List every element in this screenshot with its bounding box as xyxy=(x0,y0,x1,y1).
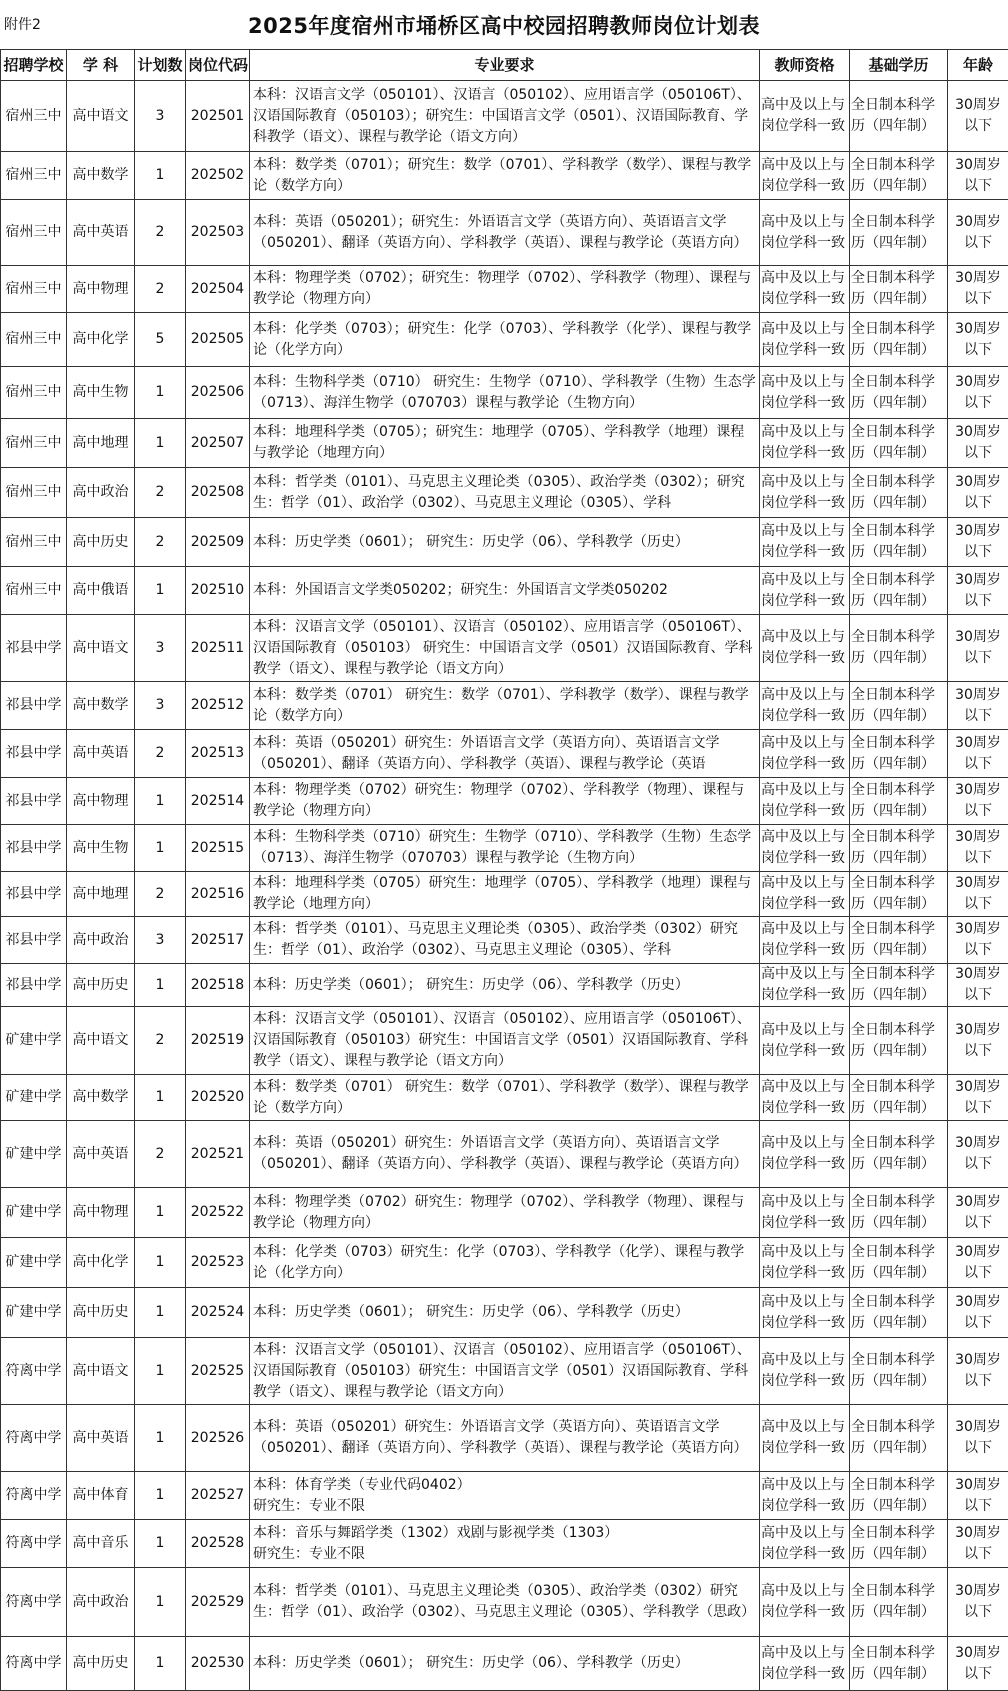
table-row xyxy=(1,1288,1008,1338)
plan-count-cell: 5 xyxy=(135,313,186,367)
position-code-cell: 202520 xyxy=(186,1075,250,1121)
major-requirement-cell: 本科：地理科学类（0705）研究生：地理学（0705）、学科教学（地理）课程与教学论（地理方向） xyxy=(250,872,760,917)
col-header-code: 岗位代码 xyxy=(186,50,250,81)
age-cell: 30周岁以下 xyxy=(948,1188,1008,1238)
plan-count-cell: 1 xyxy=(135,567,186,615)
plan-count-cell: 2 xyxy=(135,200,186,266)
page-header xyxy=(0,0,1008,46)
age-cell: 30周岁以下 xyxy=(948,825,1008,872)
subject-cell: 高中生物 xyxy=(67,367,135,419)
subject-cell: 高中语文 xyxy=(67,1007,135,1075)
subject-cell: 高中化学 xyxy=(67,1238,135,1288)
table-row xyxy=(1,1405,1008,1472)
table-row xyxy=(1,1238,1008,1288)
age-cell: 30周岁以下 xyxy=(948,615,1008,682)
school-cell: 矿建中学 xyxy=(1,1007,67,1075)
school-cell: 宿州三中 xyxy=(1,367,67,419)
education-cell: 全日制本科学历（四年制） xyxy=(850,1075,948,1121)
position-code-cell: 202517 xyxy=(186,917,250,964)
education-cell: 全日制本科学历（四年制） xyxy=(850,1405,948,1472)
major-requirement-cell: 本科：地理科学类（0705）；研究生：地理学（0705）、学科教学（地理）课程与教学论（地理方向） xyxy=(250,419,760,468)
subject-cell: 高中物理 xyxy=(67,1188,135,1238)
education-cell: 全日制本科学历（四年制） xyxy=(850,964,948,1007)
plan-count-cell: 1 xyxy=(135,1338,186,1405)
education-cell: 全日制本科学历（四年制） xyxy=(850,1568,948,1637)
major-requirement-cell: 本科：数学类（0701） 研究生：数学（0701）、学科教学（数学）、课程与教学论（数学方向） xyxy=(250,1075,760,1121)
plan-count-cell: 2 xyxy=(135,872,186,917)
education-cell: 全日制本科学历（四年制） xyxy=(850,200,948,266)
position-code-cell: 202521 xyxy=(186,1121,250,1188)
major-requirement-cell: 本科：哲学类（0101）、马克思主义理论类（0305）、政治学类（0302）研究生：哲学（01）、政治学（0302）、马克思主义理论（0305）、学科教学（思政） xyxy=(250,1568,760,1637)
age-cell: 30周岁以下 xyxy=(948,682,1008,730)
subject-cell: 高中英语 xyxy=(67,200,135,266)
age-cell: 30周岁以下 xyxy=(948,152,1008,200)
position-code-cell: 202501 xyxy=(186,81,250,152)
education-cell: 全日制本科学历（四年制） xyxy=(850,1637,948,1691)
subject-cell: 高中政治 xyxy=(67,917,135,964)
teacher-qualification-cell: 高中及以上与岗位学科一致 xyxy=(760,1288,850,1338)
major-requirement-cell: 本科：化学类（0703）研究生：化学（0703）、学科教学（化学）、课程与教学论（化学方向） xyxy=(250,1238,760,1288)
major-requirement-cell: 本科：音乐与舞蹈学类（1302）戏剧与影视学类（1303） 研究生：专业不限 xyxy=(250,1520,760,1568)
major-requirement-cell: 本科：历史学类（0601）； 研究生：历史学（06）、学科教学（历史） xyxy=(250,1637,760,1691)
position-code-cell: 202518 xyxy=(186,964,250,1007)
major-requirement-cell: 本科：生物科学类（0710）研究生：生物学（0710）、学科教学（生物）生态学（0713）、海洋生物学（070703）课程与教学论（生物方向） xyxy=(250,825,760,872)
plan-count-cell: 1 xyxy=(135,825,186,872)
major-requirement-cell: 本科：英语（050201）研究生：外语语言文学（英语方向）、英语语言文学（050201）、翻译（英语方向）、学科教学（英语）、课程与教学论（英语 xyxy=(250,730,760,778)
teacher-qualification-cell: 高中及以上与岗位学科一致 xyxy=(760,266,850,313)
subject-cell: 高中英语 xyxy=(67,730,135,778)
school-cell: 符离中学 xyxy=(1,1472,67,1520)
school-cell: 祁县中学 xyxy=(1,917,67,964)
school-cell: 矿建中学 xyxy=(1,1121,67,1188)
teacher-qualification-cell: 高中及以上与岗位学科一致 xyxy=(760,200,850,266)
age-cell: 30周岁以下 xyxy=(948,964,1008,1007)
table-row xyxy=(1,567,1008,615)
col-header-school: 招聘学校 xyxy=(1,50,67,81)
plan-count-cell: 3 xyxy=(135,682,186,730)
major-requirement-cell: 本科：英语（050201）研究生：外语语言文学（英语方向）、英语语言文学（050201）、翻译（英语方向）、学科教学（英语）、课程与教学论（英语方向） xyxy=(250,1405,760,1472)
subject-cell: 高中地理 xyxy=(67,872,135,917)
position-code-cell: 202516 xyxy=(186,872,250,917)
education-cell: 全日制本科学历（四年制） xyxy=(850,825,948,872)
school-cell: 祁县中学 xyxy=(1,730,67,778)
subject-cell: 高中物理 xyxy=(67,266,135,313)
subject-cell: 高中历史 xyxy=(67,518,135,567)
school-cell: 符离中学 xyxy=(1,1637,67,1691)
age-cell: 30周岁以下 xyxy=(948,81,1008,152)
education-cell: 全日制本科学历（四年制） xyxy=(850,152,948,200)
plan-count-cell: 2 xyxy=(135,730,186,778)
position-code-cell: 202523 xyxy=(186,1238,250,1288)
major-requirement-cell: 本科：哲学类（0101）、马克思主义理论类（0305）、政治学类（0302）研究生：哲学（01）、政治学（0302）、马克思主义理论（0305）、学科 xyxy=(250,917,760,964)
subject-cell: 高中生物 xyxy=(67,825,135,872)
table-row xyxy=(1,682,1008,730)
plan-count-cell: 1 xyxy=(135,152,186,200)
education-cell: 全日制本科学历（四年制） xyxy=(850,367,948,419)
position-code-cell: 202503 xyxy=(186,200,250,266)
subject-cell: 高中数学 xyxy=(67,152,135,200)
teacher-qualification-cell: 高中及以上与岗位学科一致 xyxy=(760,917,850,964)
subject-cell: 高中物理 xyxy=(67,778,135,825)
education-cell: 全日制本科学历（四年制） xyxy=(850,518,948,567)
teacher-qualification-cell: 高中及以上与岗位学科一致 xyxy=(760,1007,850,1075)
school-cell: 矿建中学 xyxy=(1,1188,67,1238)
school-cell: 符离中学 xyxy=(1,1405,67,1472)
age-cell: 30周岁以下 xyxy=(948,518,1008,567)
school-cell: 符离中学 xyxy=(1,1338,67,1405)
age-cell: 30周岁以下 xyxy=(948,468,1008,518)
school-cell: 宿州三中 xyxy=(1,200,67,266)
age-cell: 30周岁以下 xyxy=(948,200,1008,266)
education-cell: 全日制本科学历（四年制） xyxy=(850,567,948,615)
table-row xyxy=(1,615,1008,682)
plan-count-cell: 3 xyxy=(135,615,186,682)
school-cell: 祁县中学 xyxy=(1,825,67,872)
education-cell: 全日制本科学历（四年制） xyxy=(850,266,948,313)
major-requirement-cell: 本科：历史学类（0601）； 研究生：历史学（06）、学科教学（历史） xyxy=(250,1288,760,1338)
major-requirement-cell: 本科：体育学类（专业代码0402） 研究生：专业不限 xyxy=(250,1472,760,1520)
plan-count-cell: 1 xyxy=(135,1405,186,1472)
teacher-qualification-cell: 高中及以上与岗位学科一致 xyxy=(760,1075,850,1121)
table-row xyxy=(1,1007,1008,1075)
table-row xyxy=(1,1338,1008,1405)
col-header-education: 基础学历 xyxy=(850,50,948,81)
teacher-qualification-cell: 高中及以上与岗位学科一致 xyxy=(760,468,850,518)
plan-count-cell: 1 xyxy=(135,1520,186,1568)
education-cell: 全日制本科学历（四年制） xyxy=(850,872,948,917)
age-cell: 30周岁以下 xyxy=(948,266,1008,313)
table-row xyxy=(1,1637,1008,1691)
recruitment-plan-table xyxy=(0,49,1008,1691)
table-row xyxy=(1,1121,1008,1188)
age-cell: 30周岁以下 xyxy=(948,872,1008,917)
teacher-qualification-cell: 高中及以上与岗位学科一致 xyxy=(760,1405,850,1472)
teacher-qualification-cell: 高中及以上与岗位学科一致 xyxy=(760,825,850,872)
subject-cell: 高中数学 xyxy=(67,1075,135,1121)
education-cell: 全日制本科学历（四年制） xyxy=(850,313,948,367)
major-requirement-cell: 本科：历史学类（0601）； 研究生：历史学（06）、学科教学（历史） xyxy=(250,518,760,567)
table-row xyxy=(1,367,1008,419)
education-cell: 全日制本科学历（四年制） xyxy=(850,1288,948,1338)
subject-cell: 高中历史 xyxy=(67,1288,135,1338)
table-row xyxy=(1,825,1008,872)
major-requirement-cell: 本科：汉语言文学（050101）、汉语言（050102）、应用语言学（050106T）、汉语国际教育（050103）研究生：中国语言文学（0501）汉语国际教育、学科教学（语文）、课程与教学论（语文方向） xyxy=(250,1338,760,1405)
major-requirement-cell: 本科：汉语言文学（050101）、汉语言（050102）、应用语言学（050106T）、汉语国际教育（050103）研究生：中国语言文学（0501）汉语国际教育、学科教学（语文）、课程与教学论（语文方向） xyxy=(250,1007,760,1075)
table-row xyxy=(1,200,1008,266)
major-requirement-cell: 本科：数学类（0701） 研究生：数学（0701）、学科教学（数学）、课程与教学论（数学方向） xyxy=(250,682,760,730)
major-requirement-cell: 本科：外国语言文学类050202；研究生：外国语言文学类050202 xyxy=(250,567,760,615)
school-cell: 矿建中学 xyxy=(1,1238,67,1288)
table-row xyxy=(1,419,1008,468)
subject-cell: 高中俄语 xyxy=(67,567,135,615)
school-cell: 祁县中学 xyxy=(1,872,67,917)
position-code-cell: 202527 xyxy=(186,1472,250,1520)
teacher-qualification-cell: 高中及以上与岗位学科一致 xyxy=(760,1238,850,1288)
position-code-cell: 202529 xyxy=(186,1568,250,1637)
table-row xyxy=(1,266,1008,313)
position-code-cell: 202512 xyxy=(186,682,250,730)
age-cell: 30周岁以下 xyxy=(948,1238,1008,1288)
position-code-cell: 202526 xyxy=(186,1405,250,1472)
plan-count-cell: 2 xyxy=(135,518,186,567)
table-row xyxy=(1,518,1008,567)
age-cell: 30周岁以下 xyxy=(948,730,1008,778)
major-requirement-cell: 本科：英语（050201）研究生：外语语言文学（英语方向）、英语语言文学（050201）、翻译（英语方向）、学科教学（英语）、课程与教学论（英语方向） xyxy=(250,1121,760,1188)
teacher-qualification-cell: 高中及以上与岗位学科一致 xyxy=(760,1637,850,1691)
table-row xyxy=(1,1520,1008,1568)
age-cell: 30周岁以下 xyxy=(948,778,1008,825)
school-cell: 宿州三中 xyxy=(1,313,67,367)
plan-count-cell: 3 xyxy=(135,917,186,964)
teacher-qualification-cell: 高中及以上与岗位学科一致 xyxy=(760,964,850,1007)
age-cell: 30周岁以下 xyxy=(948,1568,1008,1637)
subject-cell: 高中化学 xyxy=(67,313,135,367)
education-cell: 全日制本科学历（四年制） xyxy=(850,81,948,152)
plan-count-cell: 1 xyxy=(135,1075,186,1121)
table-row xyxy=(1,1188,1008,1238)
plan-count-cell: 1 xyxy=(135,1568,186,1637)
major-requirement-cell: 本科：数学类（0701）；研究生：数学（0701）、学科教学（数学）、课程与教学论（数学方向） xyxy=(250,152,760,200)
position-code-cell: 202514 xyxy=(186,778,250,825)
subject-cell: 高中地理 xyxy=(67,419,135,468)
teacher-qualification-cell: 高中及以上与岗位学科一致 xyxy=(760,1472,850,1520)
major-requirement-cell: 本科：化学类（0703）；研究生：化学（0703）、学科教学（化学）、课程与教学论（化学方向） xyxy=(250,313,760,367)
school-cell: 祁县中学 xyxy=(1,778,67,825)
subject-cell: 高中政治 xyxy=(67,1568,135,1637)
table-row xyxy=(1,917,1008,964)
table-header-row xyxy=(1,50,1008,81)
position-code-cell: 202519 xyxy=(186,1007,250,1075)
school-cell: 符离中学 xyxy=(1,1520,67,1568)
plan-count-cell: 1 xyxy=(135,964,186,1007)
subject-cell: 高中语文 xyxy=(67,81,135,152)
plan-count-cell: 1 xyxy=(135,1188,186,1238)
age-cell: 30周岁以下 xyxy=(948,419,1008,468)
school-cell: 祁县中学 xyxy=(1,615,67,682)
position-code-cell: 202510 xyxy=(186,567,250,615)
table-row xyxy=(1,964,1008,1007)
plan-count-cell: 2 xyxy=(135,1007,186,1075)
age-cell: 30周岁以下 xyxy=(948,917,1008,964)
table-row xyxy=(1,468,1008,518)
teacher-qualification-cell: 高中及以上与岗位学科一致 xyxy=(760,1338,850,1405)
education-cell: 全日制本科学历（四年制） xyxy=(850,468,948,518)
col-header-count: 计划数 xyxy=(135,50,186,81)
school-cell: 宿州三中 xyxy=(1,468,67,518)
teacher-qualification-cell: 高中及以上与岗位学科一致 xyxy=(760,1568,850,1637)
age-cell: 30周岁以下 xyxy=(948,1520,1008,1568)
education-cell: 全日制本科学历（四年制） xyxy=(850,682,948,730)
table-row xyxy=(1,313,1008,367)
school-cell: 宿州三中 xyxy=(1,152,67,200)
table-row xyxy=(1,778,1008,825)
school-cell: 宿州三中 xyxy=(1,518,67,567)
education-cell: 全日制本科学历（四年制） xyxy=(850,1121,948,1188)
position-code-cell: 202513 xyxy=(186,730,250,778)
age-cell: 30周岁以下 xyxy=(948,367,1008,419)
age-cell: 30周岁以下 xyxy=(948,567,1008,615)
position-code-cell: 202507 xyxy=(186,419,250,468)
subject-cell: 高中语文 xyxy=(67,1338,135,1405)
table-row xyxy=(1,872,1008,917)
age-cell: 30周岁以下 xyxy=(948,313,1008,367)
position-code-cell: 202511 xyxy=(186,615,250,682)
age-cell: 30周岁以下 xyxy=(948,1121,1008,1188)
position-code-cell: 202525 xyxy=(186,1338,250,1405)
major-requirement-cell: 本科：汉语言文学（050101）、汉语言（050102）、应用语言学（050106T）、汉语国际教育（050103）；研究生：中国语言文学（0501）、汉语国际教育、学科教学（语文）、课程与教学论（语文方向） xyxy=(250,81,760,152)
teacher-qualification-cell: 高中及以上与岗位学科一致 xyxy=(760,615,850,682)
teacher-qualification-cell: 高中及以上与岗位学科一致 xyxy=(760,1520,850,1568)
page-title: 2025年度宿州市埇桥区高中校园招聘教师岗位计划表 xyxy=(0,10,1008,40)
school-cell: 矿建中学 xyxy=(1,1075,67,1121)
teacher-qualification-cell: 高中及以上与岗位学科一致 xyxy=(760,81,850,152)
teacher-qualification-cell: 高中及以上与岗位学科一致 xyxy=(760,682,850,730)
education-cell: 全日制本科学历（四年制） xyxy=(850,1472,948,1520)
plan-count-cell: 2 xyxy=(135,468,186,518)
plan-count-cell: 1 xyxy=(135,367,186,419)
subject-cell: 高中历史 xyxy=(67,964,135,1007)
major-requirement-cell: 本科：物理学类（0702）研究生：物理学（0702）、学科教学（物理）、课程与教学论（物理方向） xyxy=(250,1188,760,1238)
teacher-qualification-cell: 高中及以上与岗位学科一致 xyxy=(760,367,850,419)
education-cell: 全日制本科学历（四年制） xyxy=(850,1238,948,1288)
col-header-age: 年龄 xyxy=(948,50,1008,81)
table-row xyxy=(1,81,1008,152)
age-cell: 30周岁以下 xyxy=(948,1007,1008,1075)
position-code-cell: 202506 xyxy=(186,367,250,419)
teacher-qualification-cell: 高中及以上与岗位学科一致 xyxy=(760,152,850,200)
age-cell: 30周岁以下 xyxy=(948,1338,1008,1405)
position-code-cell: 202530 xyxy=(186,1637,250,1691)
plan-count-cell: 1 xyxy=(135,1472,186,1520)
teacher-qualification-cell: 高中及以上与岗位学科一致 xyxy=(760,313,850,367)
position-code-cell: 202508 xyxy=(186,468,250,518)
education-cell: 全日制本科学历（四年制） xyxy=(850,419,948,468)
education-cell: 全日制本科学历（四年制） xyxy=(850,1520,948,1568)
major-requirement-cell: 本科：哲学类（0101）、马克思主义理论类（0305）、政治学类（0302）；研究生：哲学（01）、政治学（0302）、马克思主义理论（0305）、学科 xyxy=(250,468,760,518)
col-header-major: 专业要求 xyxy=(250,50,760,81)
plan-count-cell: 1 xyxy=(135,778,186,825)
plan-count-cell: 3 xyxy=(135,81,186,152)
subject-cell: 高中政治 xyxy=(67,468,135,518)
major-requirement-cell: 本科：物理学类（0702）研究生：物理学（0702）、学科教学（物理）、课程与教学论（物理方向） xyxy=(250,778,760,825)
school-cell: 祁县中学 xyxy=(1,964,67,1007)
age-cell: 30周岁以下 xyxy=(948,1472,1008,1520)
school-cell: 符离中学 xyxy=(1,1568,67,1637)
education-cell: 全日制本科学历（四年制） xyxy=(850,1188,948,1238)
teacher-qualification-cell: 高中及以上与岗位学科一致 xyxy=(760,1188,850,1238)
table-row xyxy=(1,730,1008,778)
position-code-cell: 202502 xyxy=(186,152,250,200)
position-code-cell: 202515 xyxy=(186,825,250,872)
subject-cell: 高中英语 xyxy=(67,1405,135,1472)
position-code-cell: 202509 xyxy=(186,518,250,567)
age-cell: 30周岁以下 xyxy=(948,1637,1008,1691)
position-code-cell: 202524 xyxy=(186,1288,250,1338)
teacher-qualification-cell: 高中及以上与岗位学科一致 xyxy=(760,778,850,825)
age-cell: 30周岁以下 xyxy=(948,1405,1008,1472)
position-code-cell: 202504 xyxy=(186,266,250,313)
table-row xyxy=(1,152,1008,200)
education-cell: 全日制本科学历（四年制） xyxy=(850,778,948,825)
table-row xyxy=(1,1568,1008,1637)
plan-count-cell: 2 xyxy=(135,266,186,313)
plan-count-cell: 1 xyxy=(135,419,186,468)
age-cell: 30周岁以下 xyxy=(948,1288,1008,1338)
subject-cell: 高中音乐 xyxy=(67,1520,135,1568)
col-header-subject: 学 科 xyxy=(67,50,135,81)
plan-count-cell: 1 xyxy=(135,1238,186,1288)
subject-cell: 高中历史 xyxy=(67,1637,135,1691)
plan-count-cell: 1 xyxy=(135,1637,186,1691)
position-code-cell: 202528 xyxy=(186,1520,250,1568)
major-requirement-cell: 本科：英语（050201）；研究生：外语语言文学（英语方向）、英语语言文学（050201）、翻译（英语方向）、学科教学（英语）、课程与教学论（英语方向） xyxy=(250,200,760,266)
education-cell: 全日制本科学历（四年制） xyxy=(850,917,948,964)
teacher-qualification-cell: 高中及以上与岗位学科一致 xyxy=(760,1121,850,1188)
attachment-label: 附件2 xyxy=(4,14,41,34)
school-cell: 祁县中学 xyxy=(1,682,67,730)
position-code-cell: 202505 xyxy=(186,313,250,367)
table-row xyxy=(1,1472,1008,1520)
teacher-qualification-cell: 高中及以上与岗位学科一致 xyxy=(760,730,850,778)
subject-cell: 高中体育 xyxy=(67,1472,135,1520)
education-cell: 全日制本科学历（四年制） xyxy=(850,1007,948,1075)
table-row xyxy=(1,1075,1008,1121)
school-cell: 宿州三中 xyxy=(1,567,67,615)
teacher-qualification-cell: 高中及以上与岗位学科一致 xyxy=(760,872,850,917)
school-cell: 宿州三中 xyxy=(1,266,67,313)
plan-count-cell: 2 xyxy=(135,1121,186,1188)
col-header-qualification: 教师资格 xyxy=(760,50,850,81)
school-cell: 宿州三中 xyxy=(1,419,67,468)
major-requirement-cell: 本科：汉语言文学（050101）、汉语言（050102）、应用语言学（050106T）、汉语国际教育（050103） 研究生：中国语言文学（0501）汉语国际教育、学科教学（语文）、课程与教学论（语文方向） xyxy=(250,615,760,682)
subject-cell: 高中数学 xyxy=(67,682,135,730)
major-requirement-cell: 本科：生物科学类（0710） 研究生：生物学（0710）、学科教学（生物）生态学（0713）、海洋生物学（070703）课程与教学论（生物方向） xyxy=(250,367,760,419)
school-cell: 矿建中学 xyxy=(1,1288,67,1338)
teacher-qualification-cell: 高中及以上与岗位学科一致 xyxy=(760,567,850,615)
education-cell: 全日制本科学历（四年制） xyxy=(850,615,948,682)
position-code-cell: 202522 xyxy=(186,1188,250,1238)
major-requirement-cell: 本科：历史学类（0601）； 研究生：历史学（06）、学科教学（历史） xyxy=(250,964,760,1007)
education-cell: 全日制本科学历（四年制） xyxy=(850,730,948,778)
plan-count-cell: 1 xyxy=(135,1288,186,1338)
teacher-qualification-cell: 高中及以上与岗位学科一致 xyxy=(760,419,850,468)
major-requirement-cell: 本科：物理学类（0702）；研究生：物理学（0702）、学科教学（物理）、课程与教学论（物理方向） xyxy=(250,266,760,313)
teacher-qualification-cell: 高中及以上与岗位学科一致 xyxy=(760,518,850,567)
education-cell: 全日制本科学历（四年制） xyxy=(850,1338,948,1405)
age-cell: 30周岁以下 xyxy=(948,1075,1008,1121)
subject-cell: 高中语文 xyxy=(67,615,135,682)
subject-cell: 高中英语 xyxy=(67,1121,135,1188)
school-cell: 宿州三中 xyxy=(1,81,67,152)
